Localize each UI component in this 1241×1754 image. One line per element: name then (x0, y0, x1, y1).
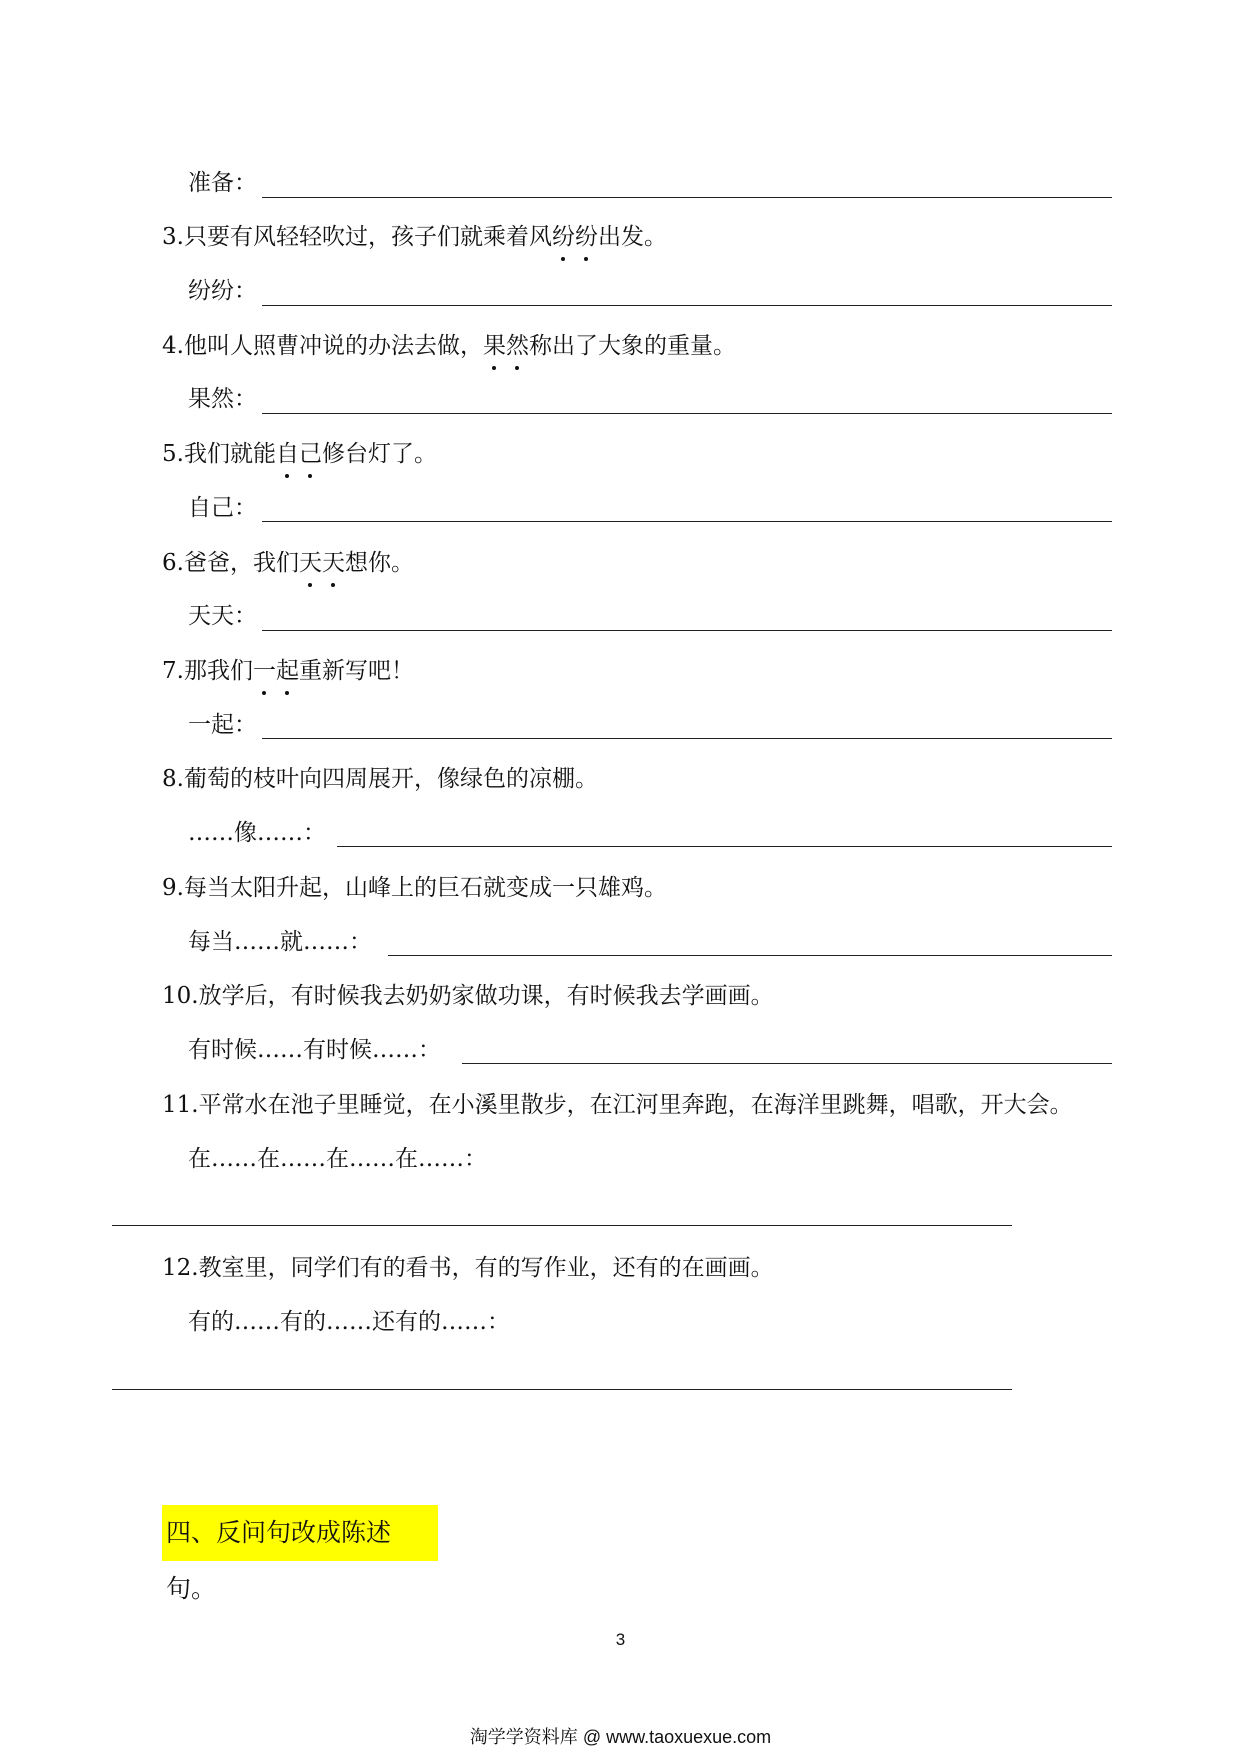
answer-prompt: 果然： (188, 386, 257, 412)
answer-blank[interactable] (337, 846, 1112, 847)
answer-blank[interactable] (262, 630, 1112, 631)
emphasis-char: 一 (252, 658, 276, 684)
emphasis-char: 然 (505, 333, 529, 359)
answer-blank[interactable] (262, 738, 1112, 739)
answer-prompt: 纷纷： (188, 278, 257, 304)
emphasis-char: 天 (298, 550, 322, 576)
question-sentence: 9.每当太阳升起，山峰上的巨石就变成一只雄鸡。 (162, 875, 667, 901)
footer-watermark: 淘学学资料库 @ www.taoxuexue.com (469, 1727, 772, 1747)
question-sentence: 5.我们就能自己修台灯了。 (162, 441, 437, 467)
section-heading: 四、反问句改成陈述句。 (162, 1505, 438, 1561)
answer-blank[interactable] (388, 955, 1112, 956)
answer-blank[interactable] (112, 1225, 1012, 1226)
emphasis-char: 起 (275, 658, 299, 684)
question-sentence: 6.爸爸，我们天天想你。 (162, 550, 414, 576)
answer-blank[interactable] (112, 1389, 1012, 1390)
emphasis-char: 纷 (551, 224, 575, 250)
answer-blank[interactable] (262, 413, 1112, 414)
question-sentence: 8.葡萄的枝叶向四周展开，像绿色的凉棚。 (162, 766, 598, 792)
question-sentence: 4.他叫人照曹冲说的办法去做，果然称出了大象的重量。 (162, 333, 736, 359)
question-sentence: 12.教室里，同学们有的看书，有的写作业，还有的在画画。 (162, 1255, 774, 1281)
emphasis-char: 天 (321, 550, 345, 576)
answer-blank[interactable] (262, 305, 1112, 306)
emphasis-char: 自 (275, 441, 299, 467)
answer-prompt: 一起： (188, 712, 257, 738)
answer-prompt: 有时候……有时候……： (188, 1037, 441, 1063)
answer-prompt: 自己： (188, 495, 257, 521)
answer-prompt: 有的……有的……还有的……： (188, 1309, 510, 1335)
question-sentence: 11.平常水在池子里睡觉，在小溪里散步，在江河里奔跑，在海洋里跳舞，唱歌，开大会。 (162, 1092, 1073, 1118)
answer-blank[interactable] (262, 521, 1112, 522)
answer-prompt: 在……在……在……在……： (188, 1146, 487, 1172)
question-sentence: 3.只要有风轻轻吹过，孩子们就乘着风纷纷出发。 (162, 224, 667, 250)
answer-blank[interactable] (462, 1063, 1112, 1064)
emphasis-char: 纷 (574, 224, 598, 250)
emphasis-char: 果 (482, 333, 506, 359)
emphasis-char: 己 (298, 441, 322, 467)
question-sentence: 10.放学后，有时候我去奶奶家做功课，有时候我去学画画。 (162, 983, 774, 1009)
answer-prompt: 准备： (188, 170, 257, 196)
page-number: 3 (615, 1630, 626, 1649)
answer-blank[interactable] (262, 197, 1112, 198)
answer-prompt: ……像……： (188, 820, 326, 846)
answer-prompt: 每当……就……： (188, 929, 372, 955)
answer-prompt: 天天： (188, 603, 257, 629)
question-sentence: 7.那我们一起重新写吧！ (162, 658, 414, 684)
